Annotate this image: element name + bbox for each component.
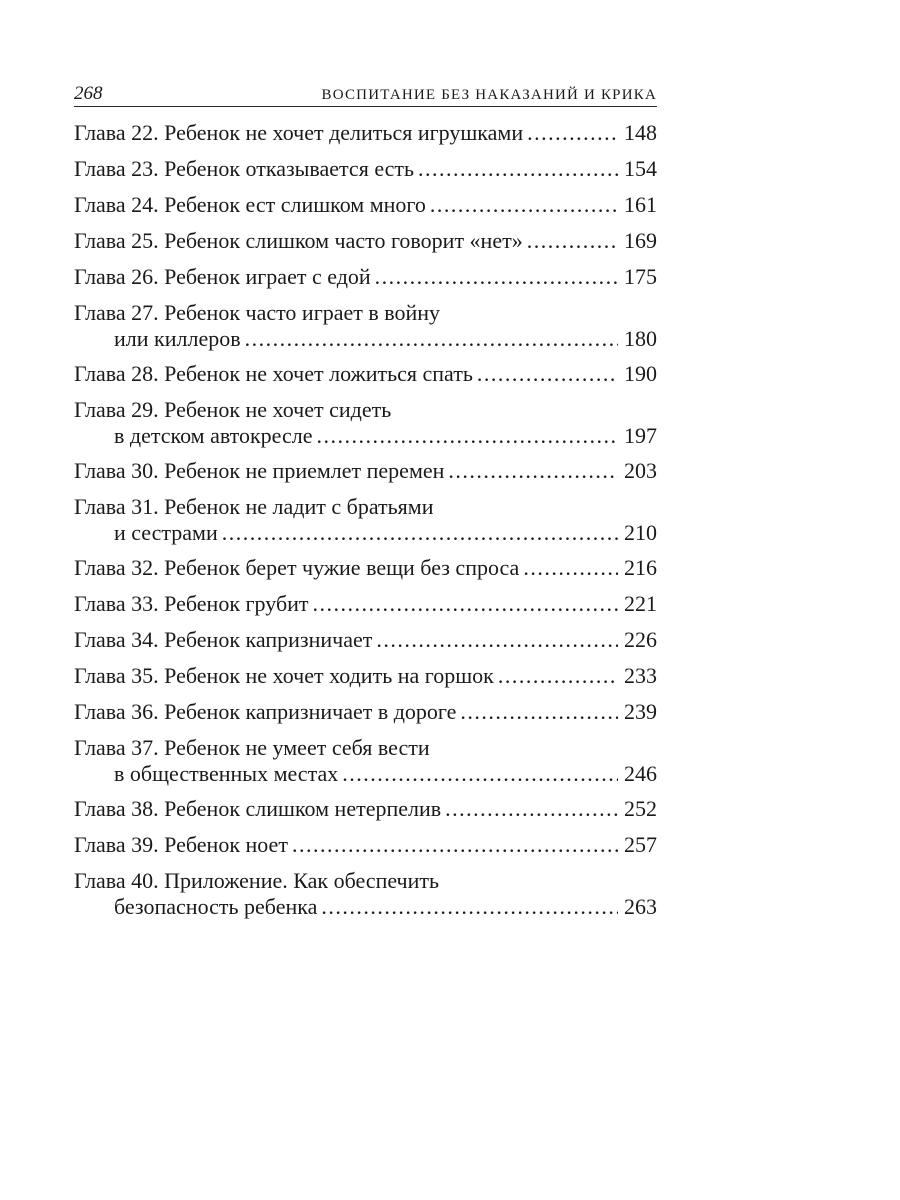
toc-entry-title: безопасность ребенка bbox=[114, 894, 318, 919]
running-head bbox=[74, 84, 657, 107]
dot-leader bbox=[523, 555, 618, 581]
toc-entry-title: Глава 40. Приложение. Как обеспечить bbox=[74, 868, 440, 893]
toc-entry bbox=[74, 458, 657, 484]
dot-leader bbox=[376, 627, 618, 653]
toc-entry bbox=[74, 735, 657, 787]
toc-entry-line bbox=[74, 397, 657, 423]
dot-leader bbox=[418, 156, 618, 182]
toc-page-number: 239 bbox=[624, 699, 657, 724]
dot-leader bbox=[313, 591, 618, 617]
toc-entry-line bbox=[74, 156, 657, 182]
toc-page-number: 226 bbox=[624, 627, 657, 652]
toc-entry-continuation-line bbox=[74, 894, 657, 920]
toc-entry-title: Глава 36. Ребенок капризничает в дороге bbox=[74, 699, 457, 724]
toc-entry-continuation-line bbox=[74, 423, 657, 449]
toc-entry-title: Глава 23. Ребенок отказывается есть bbox=[74, 156, 415, 181]
dot-leader bbox=[498, 663, 618, 689]
book-title: ВОСПИТАНИЕ БЕЗ НАКАЗАНИЙ И КРИКА bbox=[321, 87, 657, 103]
toc-entry-title: Глава 33. Ребенок грубит bbox=[74, 591, 309, 616]
dot-leader bbox=[245, 326, 618, 352]
toc-entry bbox=[74, 663, 657, 689]
toc-entry-title: Глава 29. Ребенок не хочет сидеть bbox=[74, 397, 392, 422]
toc-entry-title: Глава 26. Ребенок играет с едой bbox=[74, 264, 371, 289]
toc-entry-line bbox=[74, 699, 657, 725]
toc-entry bbox=[74, 300, 657, 352]
dot-leader bbox=[430, 192, 618, 218]
dot-leader bbox=[222, 520, 618, 546]
toc-entry bbox=[74, 264, 657, 290]
toc-entry bbox=[74, 555, 657, 581]
toc-entry-line bbox=[74, 663, 657, 689]
dot-leader bbox=[445, 796, 618, 822]
toc-entry bbox=[74, 120, 657, 146]
toc-entry-title: Глава 34. Ребенок капризничает bbox=[74, 627, 373, 652]
toc-page-number: 257 bbox=[624, 832, 657, 857]
dot-leader bbox=[448, 458, 618, 484]
toc-entry bbox=[74, 832, 657, 858]
toc-page-number: 148 bbox=[624, 120, 657, 145]
book-page bbox=[74, 84, 657, 929]
dot-leader bbox=[477, 361, 618, 387]
toc-entry-title: и сестрами bbox=[114, 520, 218, 545]
toc-entry-title: Глава 39. Ребенок ноет bbox=[74, 832, 288, 857]
toc-entry-title: Глава 24. Ребенок ест слишком много bbox=[74, 192, 426, 217]
toc-entry-title: в детском автокресле bbox=[114, 423, 313, 448]
toc-entry-title: Глава 30. Ребенок не приемлет перемен bbox=[74, 458, 445, 483]
toc-entry-line bbox=[74, 735, 657, 761]
toc-page-number: 210 bbox=[624, 520, 657, 545]
toc-page-number: 154 bbox=[624, 156, 657, 181]
toc-entry-title: Глава 32. Ребенок берет чужие вещи без спроса bbox=[74, 555, 520, 580]
toc-page-number: 197 bbox=[624, 423, 657, 448]
toc-entry-continuation-line bbox=[74, 761, 657, 787]
dot-leader bbox=[527, 120, 618, 146]
toc-page-number: 161 bbox=[624, 192, 657, 217]
toc-entry-line bbox=[74, 264, 657, 290]
toc-entry-line bbox=[74, 555, 657, 581]
toc-entry-title: Глава 37. Ребенок не умеет себя вести bbox=[74, 735, 430, 760]
toc-entry bbox=[74, 796, 657, 822]
table-of-contents bbox=[74, 120, 657, 920]
toc-page-number: 180 bbox=[624, 326, 657, 351]
toc-page-number: 203 bbox=[624, 458, 657, 483]
toc-page-number: 252 bbox=[624, 796, 657, 821]
toc-entry bbox=[74, 591, 657, 617]
toc-entry-line bbox=[74, 120, 657, 146]
toc-entry-line bbox=[74, 192, 657, 218]
toc-page-number: 216 bbox=[624, 555, 657, 580]
toc-entry-title: Глава 38. Ребенок слишком нетерпелив bbox=[74, 796, 442, 821]
toc-entry-title: в общественных местах bbox=[114, 761, 339, 786]
page-number: 268 bbox=[74, 83, 103, 104]
toc-entry bbox=[74, 156, 657, 182]
toc-entry-continuation-line bbox=[74, 520, 657, 546]
toc-page-number: 190 bbox=[624, 361, 657, 386]
toc-entry-line bbox=[74, 458, 657, 484]
toc-entry-title: Глава 27. Ребенок часто играет в войну bbox=[74, 300, 441, 325]
toc-entry-title: Глава 22. Ребенок не хочет делиться игрушками bbox=[74, 120, 524, 145]
toc-entry-line bbox=[74, 300, 657, 326]
toc-entry bbox=[74, 494, 657, 546]
toc-entry-line bbox=[74, 832, 657, 858]
toc-entry-title: Глава 28. Ребенок не хочет ложиться спать bbox=[74, 361, 473, 386]
toc-entry-line bbox=[74, 591, 657, 617]
toc-entry-line bbox=[74, 868, 657, 894]
dot-leader bbox=[292, 832, 618, 858]
toc-entry bbox=[74, 361, 657, 387]
toc-entry-line bbox=[74, 361, 657, 387]
toc-entry bbox=[74, 228, 657, 254]
toc-entry bbox=[74, 192, 657, 218]
toc-page-number: 246 bbox=[624, 761, 657, 786]
toc-page-number: 169 bbox=[624, 228, 657, 253]
toc-page-number: 263 bbox=[624, 894, 657, 919]
toc-entry-title: Глава 35. Ребенок не хочет ходить на горшок bbox=[74, 663, 494, 688]
toc-entry bbox=[74, 397, 657, 449]
toc-page-number: 175 bbox=[624, 264, 657, 289]
toc-entry-title: Глава 25. Ребенок слишком часто говорит «нет» bbox=[74, 228, 523, 253]
toc-page-number: 233 bbox=[624, 663, 657, 688]
toc-entry-continuation-line bbox=[74, 326, 657, 352]
dot-leader bbox=[342, 761, 618, 787]
toc-entry-line bbox=[74, 627, 657, 653]
dot-leader bbox=[375, 264, 618, 290]
dot-leader bbox=[527, 228, 618, 254]
toc-entry-title: или киллеров bbox=[114, 326, 241, 351]
toc-entry-line bbox=[74, 796, 657, 822]
toc-entry bbox=[74, 627, 657, 653]
dot-leader bbox=[321, 894, 618, 920]
toc-entry-title: Глава 31. Ребенок не ладит с братьями bbox=[74, 494, 434, 519]
toc-entry bbox=[74, 868, 657, 920]
toc-entry bbox=[74, 699, 657, 725]
dot-leader bbox=[317, 423, 618, 449]
toc-entry-line bbox=[74, 228, 657, 254]
toc-page-number: 221 bbox=[624, 591, 657, 616]
dot-leader bbox=[460, 699, 618, 725]
toc-entry-line bbox=[74, 494, 657, 520]
